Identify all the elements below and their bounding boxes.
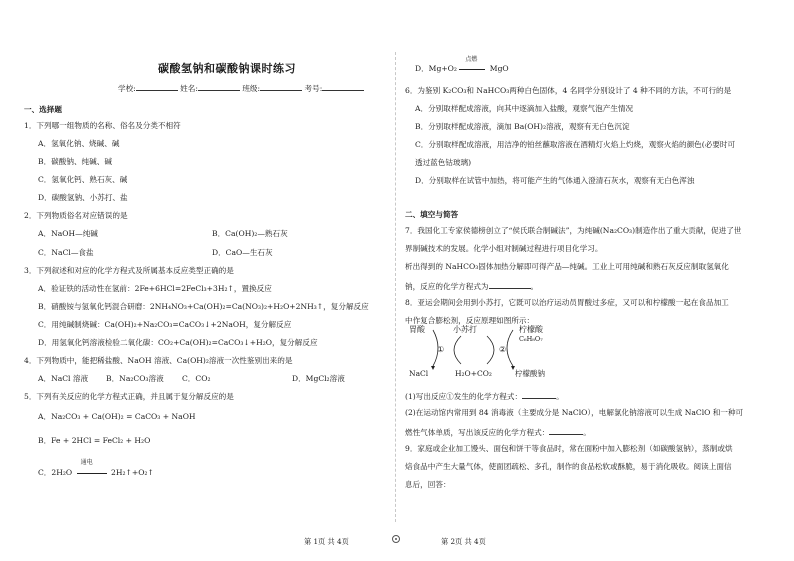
q4-option-a: A．NaCl 溶液	[38, 374, 89, 383]
q2-option-b: B．Ca(OH)₂—熟石灰	[212, 229, 288, 238]
q4-option-d: D．MgCl₂溶液	[292, 374, 345, 383]
q5c-product: 2H₂↑+O₂↑	[110, 468, 154, 477]
school-label: 学校:	[118, 84, 136, 93]
q5c-condition: 通电	[80, 459, 93, 466]
section-heading-fill: 二、填空与简答	[405, 210, 459, 219]
q3-option-c: C．用纯碱制烧碱：Ca(OH)₂+Na₂CO₃=CaCO₃↓+2NaOH，复分解反应	[38, 320, 292, 329]
q1-option-c: C．氢氧化钙、熟石灰、碱	[38, 175, 128, 184]
q7-line-4: 钠，反应的化学方程式为 。	[405, 282, 539, 291]
q1-option-d: D．碳酸氢钠、小苏打、盐	[38, 193, 128, 202]
q6-option-a: A．分别取样配成溶液，向其中逐滴加入盐酸，观察气泡产生情况	[415, 104, 634, 113]
diagram-arrow-1b	[454, 336, 461, 364]
student-info-line	[118, 82, 364, 93]
diagram-citric-formula: C₆H₈O₇	[519, 335, 543, 343]
q7-line-2: 界制碱技术的发展。化学小组对制碱过程进行项目化学习。	[405, 244, 603, 253]
q6-stem: 6．为鉴别 K₂CO₃和 NaHCO₃两种白色固体，4 名同学分别设计了 4 种不同的方法，不可行的是	[405, 86, 732, 95]
column-divider	[395, 52, 396, 522]
name-label: 姓名:	[180, 84, 198, 93]
diagram-acid-label: 胃酸	[409, 325, 425, 334]
q8-sub2-prompt: 燃性气体单质，写出该反应的化学方程式：	[405, 428, 550, 437]
reaction-diagram	[409, 322, 579, 378]
name-blank[interactable]	[198, 82, 240, 91]
q5d-condition: 点燃	[465, 56, 478, 63]
q6-option-c: C．分别取样配成溶液，用洁净的铂丝蘸取溶液在酒精灯火焰上灼烧，观察火焰的颜色(必要时可	[415, 140, 736, 149]
q6-option-b: B．分别取样配成溶液，滴加 Ba(OH)₂溶液，观察有无白色沉淀	[415, 122, 630, 131]
number-blank[interactable]	[322, 82, 364, 91]
q1-option-a: A．氢氧化钠、烧碱、碱	[38, 139, 120, 148]
q5-option-c	[38, 459, 154, 477]
q5c-reactant: C．2H₂O	[38, 468, 73, 477]
q4-option-b: B．Na₂CO₃溶液	[106, 374, 164, 383]
q5-option-b: B．Fe + 2HCl = FeCl₂ + H₂O	[38, 436, 151, 445]
diagram-citric-label: 柠檬酸	[519, 325, 543, 334]
q2-option-c: C．NaCl—食盐	[38, 248, 94, 257]
q6-option-d: D．分别取样在试管中加热，将可能产生的气体通入澄清石灰水，观察有无白色浑浊	[415, 176, 695, 185]
q5d-arrow	[459, 56, 487, 73]
q2-option-a: A．NaOH—纯碱	[38, 229, 98, 238]
diagram-arrowhead-1	[431, 366, 435, 370]
q7-line-1: 7．我国化工专家侯德榜创立了“侯氏联合制碱法”，为纯碱(Na₂CO₃)制造作出了重大贡献，促进了世	[405, 226, 742, 235]
left-column	[22, 0, 398, 546]
q8-sub2: (2)在运动馆内常用到 84 消毒液（主要成分是 NaClO），电解氯化钠溶液可以生成 NaClO 和一种可	[405, 408, 744, 417]
q9-line-3: 息后，回答：	[405, 480, 451, 489]
page-title: 碳酸氢钠和碳酸钠课时练习	[158, 62, 296, 75]
q4-stem: 4．下列物质中，能把稀盐酸、NaOH 溶液、Ca(OH)₂溶液一次性鉴别出来的是	[24, 356, 293, 365]
class-label: 班级:	[242, 84, 261, 93]
binding-hole-icon	[392, 535, 400, 543]
diagram-arrow-2	[507, 330, 513, 366]
class-blank[interactable]	[260, 82, 302, 91]
section-heading-choice: 一、选择题	[24, 105, 62, 114]
diagram-water-co2-label: H₂O+CO₂	[455, 369, 492, 378]
q8-sub1: (1)写出反应①发生的化学方程式： 。	[405, 392, 564, 401]
q7-prompt: 钠，反应的化学方程式为	[405, 282, 489, 291]
q4-option-c: C．CO₂	[182, 374, 211, 383]
q7-answer-blank[interactable]	[489, 280, 531, 289]
q5-stem: 5．下列有关反应的化学方程式正确，并且属于复分解反应的是	[24, 392, 234, 401]
diagram-step-2: ②	[499, 345, 507, 354]
diagram-nacl-label: NaCl	[409, 369, 429, 378]
q3-option-b: B．硝酸铵与氢氧化钙混合研磨：2NH₄NO₃+Ca(OH)₂=Ca(NO₃)₂+H₂O+2NH₃↑，复分解反应	[38, 302, 369, 311]
q2-option-d: D．CaO—生石灰	[212, 248, 273, 257]
q2-stem: 2．下列物质俗名对应错误的是	[24, 211, 128, 220]
q8-sub1-prompt: (1)写出反应①发生的化学方程式：	[405, 392, 523, 401]
school-blank[interactable]	[136, 82, 178, 91]
q5d-product: MgO	[489, 64, 509, 73]
q9-line-2: 焙食品中产生大量气体，使面团疏松、多孔，制作的食品松软或酥脆，易于消化吸收。阅读上面信	[405, 462, 732, 471]
q1-stem: 1．下列哪一组物质的名称、俗名及分类不相符	[24, 121, 181, 130]
footer-page-left: 第 1页 共 4页	[304, 537, 349, 546]
q7-line-3: 析出得到的 NaHCO₃固体加热分解即可得产品—纯碱。工业上可用纯碱和熟石灰反应制取氢氧化	[405, 262, 729, 271]
footer-page-right: 第 2页 共 4页	[441, 537, 486, 546]
diagram-salt-label: 柠檬酸钠	[515, 369, 545, 378]
q8-sub2-cont: 燃性气体单质，写出该反应的化学方程式： 。	[405, 428, 591, 437]
q8-sub2-blank[interactable]	[549, 426, 583, 435]
diagram-arrow-2b	[487, 336, 494, 364]
q8-line-1: 8．亚运会期间会用到小苏打，它既可以治疗运动员胃酸过多症，又可以和柠檬酸一起在食品加工	[405, 298, 729, 307]
right-column	[403, 0, 779, 546]
q3-option-a: A．验证铁的活动性在氢前：2Fe+6HCl=2FeCl₃+3H₂↑，置换反应	[38, 284, 272, 293]
q5-option-a: A．Na₂CO₃ + Ca(OH)₂ = CaCO₃ + NaOH	[38, 412, 196, 421]
diagram-step-1: ①	[437, 345, 445, 354]
q6-option-c-cont: 透过蓝色钴玻璃)	[415, 158, 472, 167]
q5d-reactant: D．Mg+O₂	[415, 64, 457, 73]
q1-option-b: B．碳酸钠、纯碱、碱	[38, 157, 112, 166]
q9-line-1: 9．家庭或企业加工馒头、面包和饼干等食品时，常在面粉中加入膨松剂（如碳酸氢钠），蒸制或烘	[405, 444, 733, 453]
q8-sub1-blank[interactable]	[522, 390, 556, 399]
q5-option-d	[415, 56, 509, 73]
q3-stem: 3．下列叙述和对应的化学方程式及所属基本反应类型正确的是	[24, 266, 234, 275]
q8-line-2: 中作复合膨松剂，反应原理如图所示：	[405, 316, 535, 325]
diagram-soda-label: 小苏打	[453, 325, 477, 334]
number-label: 考号:	[304, 84, 323, 93]
q5c-arrow	[75, 459, 109, 477]
q3-option-d: D．用氢氧化钙溶液检验二氧化碳：CO₂+Ca(OH)₂=CaCO₃↓+H₂O，复分解反应	[38, 338, 318, 347]
